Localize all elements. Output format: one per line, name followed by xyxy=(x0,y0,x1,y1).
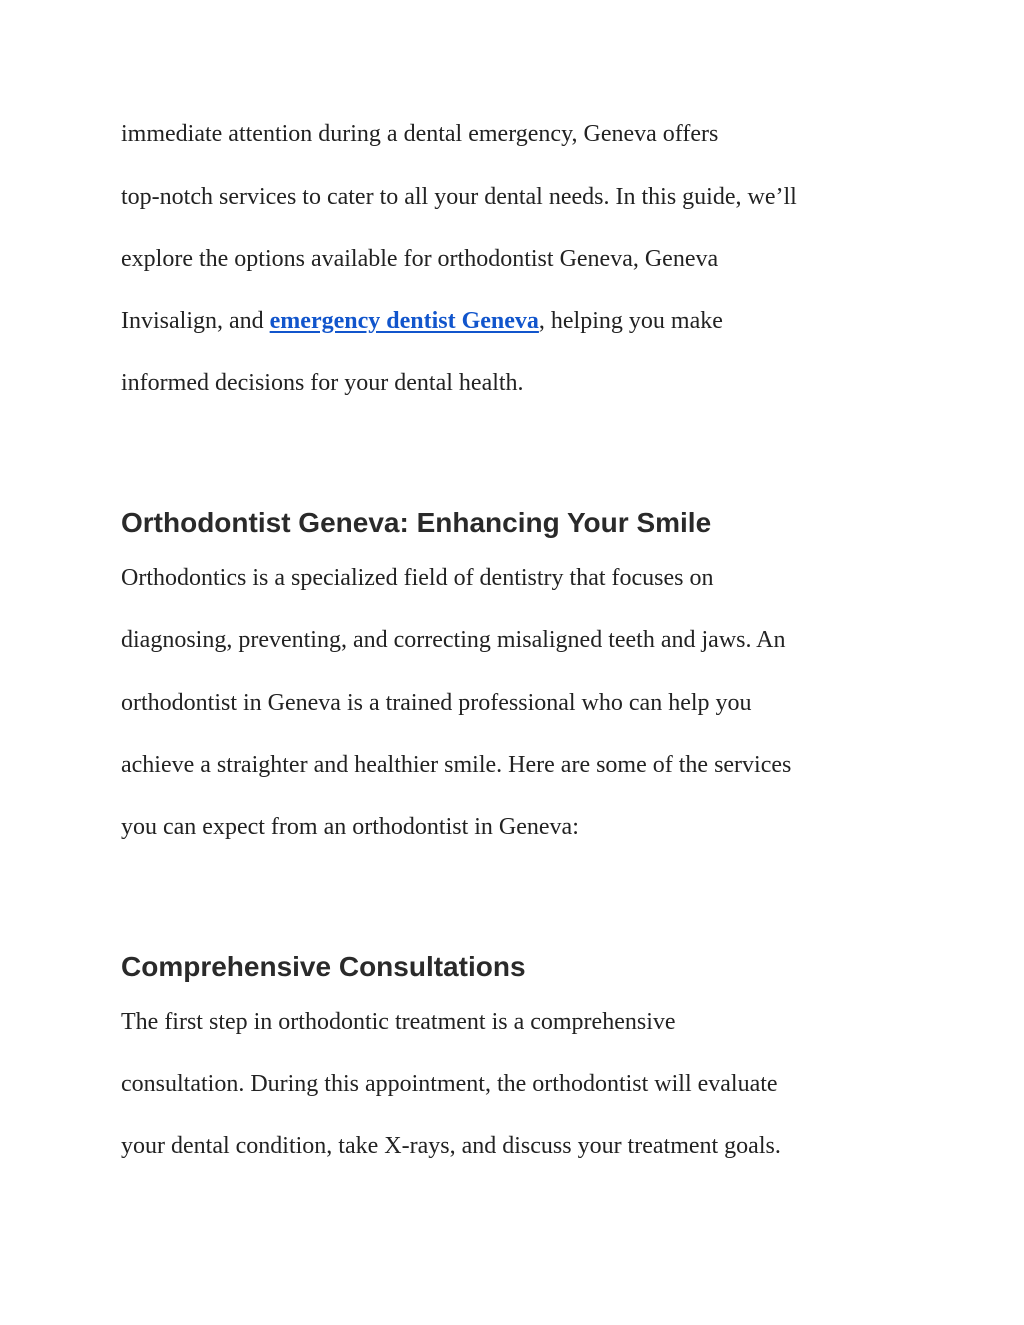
intro-line-3: explore the options available for orthodontist Geneva, Geneva xyxy=(121,246,719,272)
intro-line-4 xyxy=(121,306,723,336)
section-heading-orthodontist: Orthodontist Geneva: Enhancing Your Smile xyxy=(121,507,712,538)
section-heading-consultations: Comprehensive Consultations xyxy=(121,951,526,982)
section1-line-4: achieve a straighter and healthier smile. Here are some of the services xyxy=(121,752,792,778)
intro-line-4-end: , helping you make xyxy=(538,308,723,334)
intro-line-4-start: Invisalign, and xyxy=(121,308,270,334)
section1-line-1: Orthodontics is a specialized field of dentistry that focuses on xyxy=(121,565,714,591)
intro-line-2: top-notch services to cater to all your dental needs. In this guide, we’ll xyxy=(121,184,797,210)
section2-line-1: The first step in orthodontic treatment is a comprehensive xyxy=(121,1009,676,1035)
section2-line-3: your dental condition, take X-rays, and discuss your treatment goals. xyxy=(121,1133,781,1159)
section1-line-2: diagnosing, preventing, and correcting misaligned teeth and jaws. An xyxy=(121,627,786,653)
section2-line-2: consultation. During this appointment, the orthodontist will evaluate xyxy=(121,1071,778,1097)
intro-line-1: immediate attention during a dental emergency, Geneva offers xyxy=(121,121,719,147)
emergency-dentist-link[interactable]: emergency dentist Geneva xyxy=(269,308,539,334)
intro-line-5: informed decisions for your dental health. xyxy=(121,370,524,396)
section1-line-3: orthodontist in Geneva is a trained professional who can help you xyxy=(121,690,752,716)
section1-line-5: you can expect from an orthodontist in Geneva: xyxy=(121,814,579,840)
